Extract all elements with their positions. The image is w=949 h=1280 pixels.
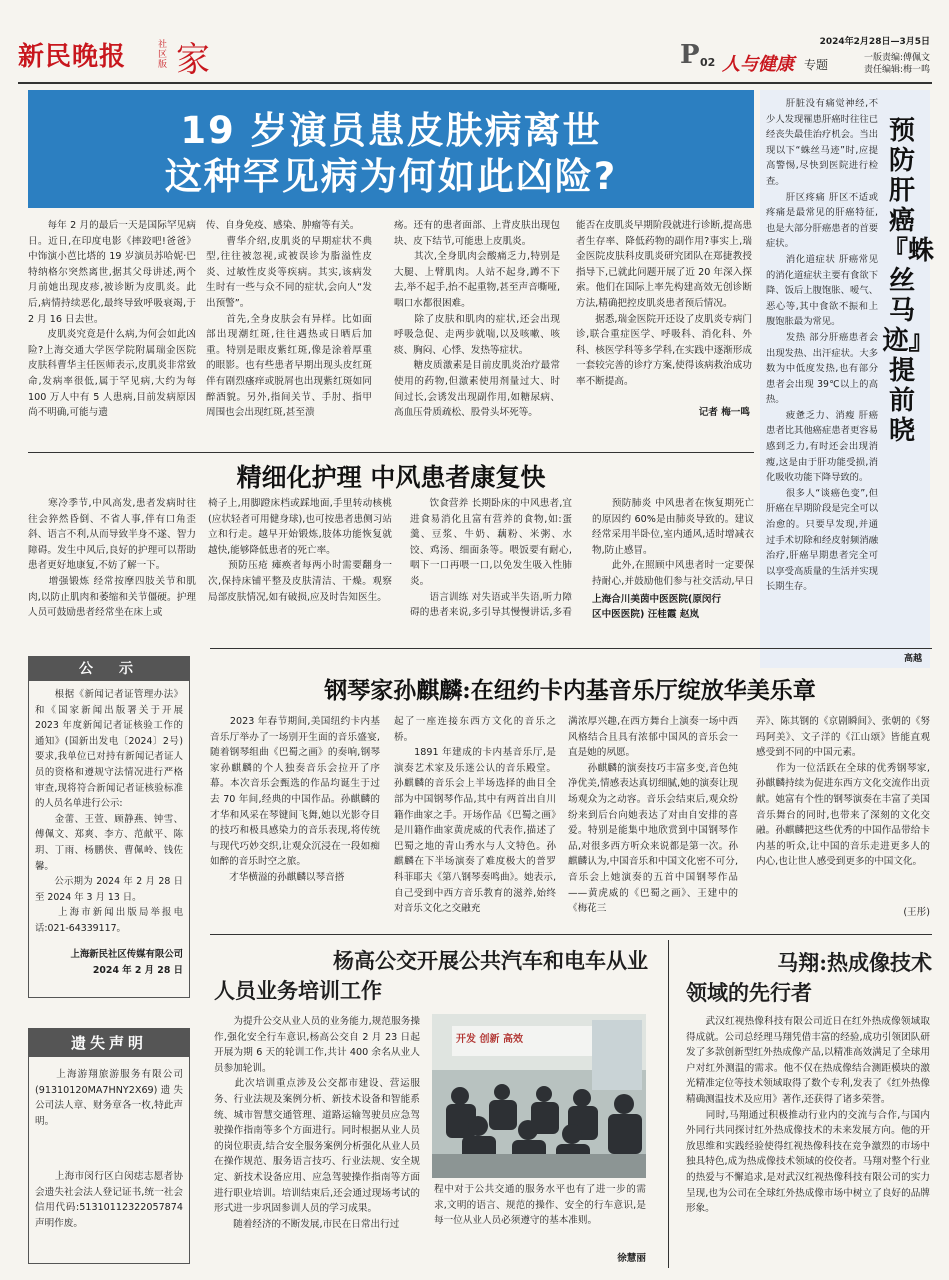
section-name: 人与健康 [722, 54, 794, 75]
article1-title-line2: 这种罕见病为何如此凶险? [164, 155, 618, 198]
article2-byline-line1: 上海合川美茵中医医院(原闵行 [592, 594, 722, 605]
masthead-jia: 家 [176, 40, 210, 80]
masthead-sub: 社区版 [158, 40, 168, 70]
article2-byline [592, 592, 758, 622]
divider [28, 452, 754, 453]
editor-1: 一版责编:傅佩文 [863, 53, 930, 63]
article1-col2: 传、自身免疫、感染、肿瘤等有关。 曹华介绍,皮肌炎的早期症状不典型,往往被忽视,或被误诊为脂溢性皮炎、过敏性皮炎等疾病。其实,该病发生时有一些与众不同的症状,会向人“发出预警”。 首先,全身皮肤会有异样。比如面部出现潮红斑,往往遇热或日晒后加重。特别是眼皮紫红斑,像是涂着厚重的眼影。也有些患者早期出现头皮红斑伴有剧烈瘙痒或脱屑也出现紫红斑如同醉酒貌。另外,指间关节、手肘、指甲周围也会出现红斑,甚至溃 [206, 220, 372, 419]
issue-date: 2024年2月28日—3月5日 [819, 37, 930, 47]
notice-title: 公 示 [29, 657, 189, 681]
article5-title-line2: 领域的先行者 [686, 980, 812, 1005]
sidebar-title: 预防肝癌『蛛丝马迹』提前晓 [882, 116, 935, 446]
masthead-name: 新民晚报 [18, 42, 127, 72]
article3-title: 钢琴家孙麒麟:在纽约卡内基音乐厅绽放华美乐章 [324, 677, 816, 704]
header-rule [18, 82, 932, 84]
notice-box [28, 656, 190, 998]
lost-item-2: 上海市闵行区白闵痣志愿者协会遗失社会法人登记证书,统一社会信用代码:51310112322057874声明作废。 [35, 1171, 183, 1229]
article1-col4: 能否在皮肌炎早期阶段就进行诊断,提高患者生存率、降低药物的副作用?事实上,瑞金医院皮肤科皮肌炎研究团队在郑捷教授指导下,已就此问题开展了近 20 年深入探索。他们在国际上率先构建高效无创诊断方法,精确把控皮肌炎患者预后情况。 据悉,瑞金医院开还设了皮肌炎专病门诊,联合重症医学、呼吸科、消化科、外科、核医学科等多学科,在实践中逐渐形成一套较完善的诊疗方案,使得该病救治成功率不断提高。 [576, 220, 752, 387]
page-header [680, 34, 930, 82]
article3-col3: 满浓厚兴趣,在西方舞台上演奏一场中西风格结合且具有浓郁中国风的音乐会一直是她的夙愿。 孙麒麟的演奏技巧丰富多变,音色纯净优美,情感表达真切细腻,她的演奏让现场观众为之动容。音乐会结束后,观众纷纷来到后台向她表达了对由自安排的喜爱。特别是能集中地欣赏到中国钢琴作品,对很多西方听众来说都是第一次。孙麒麟认为,中国音乐和中国文化密不可分,音乐会上她演奏的五首中国钢琴作品——黄虎威的《巴蜀之画》、王建中的《梅花三 [568, 716, 738, 915]
article5-title-line1: 马翔:热成像技术 [777, 950, 932, 975]
lost-notice-box [28, 1028, 190, 1264]
sidebar-text: 肝脏没有痛觉神经,不少人发现罹患肝癌时往往已经丧失最佳治疗机会。当出现以下“蛛丝马迹”时,应提高警惕,尽快到医院进行检查。 肝区疼痛 肝区不适或疼痛是最常见的肝癌特征,也是大部分肝癌患者的首要症状。 消化道症状 肝癌常见的消化道症状主要有食欲下降、饭后上腹饱胀、嗳气、恶心等,其中食欲不振和上腹饱胀最为常见。 发热 部分肝癌患者会出现发热、出汗症状。大多数为中低度发热,也有部分患者会出现 39℃以上的高热。 疲惫乏力、消瘦 肝癌患者比其他癌症患者更容易感到乏力,有时还会出现消瘦,这是由于肝功能受损,消化吸收功能下降导致的。 很多人“谈癌色变”,但肝癌在早期阶段是完全可以治愈的。只要早发现,并通过手术切除和经皮射频消融治疗,肝癌早期患者完全可以享受高质量的生活并实现长期生存。 [766, 98, 878, 593]
article4-col1: 为提升公交从业人员的业务能力,规范服务操作,强化安全行车意识,杨高公交自 2 月 23 日起开展为期 6 天的轮训工作,共计 400 余名从业人员参加轮训。 此次培训重点涉及公交都市建设、营运服务、行业法规及案例分析、新技术设备和智能系统、城市智慧交通管理、道路运输驾驶员应急驾驶操作指南等多个方面进行。同时根据从业人员的岗位职责,结合安全服务案例分析强化从业人员在操作规范、服务语言技巧、行业法规、安全规定、新技术设备应用、应急驾驶操作指南等方面进行职业培训。培训结束后,还会通过现场考试的形式进一步巩固参训人员的学习成果。 随着经济的不断发展,市民在日常出行过 [214, 1016, 420, 1230]
page-number: 02 [700, 56, 716, 69]
notice-org: 上海新民社区传媒有限公司 [70, 949, 183, 960]
article5-text: 武汉红视热像科技有限公司近日在红外热成像领域取得成就。公司总经理马翔凭借丰富的经验,成功引领团队研发了多款创新型红外热成像产品,以精准高效满足了全球用户对红外测温的需求。他不仅在热成像结合测距模块的激光精准定位等技术领域取得了数个专利,发表了《红外热像精确测温技术及应用》著作,还获得了诸多荣誉。 同时,马翔通过积极推动行业内的交流与合作,与国内外同行共同探讨红外热成像技术的未来发展方向。他的开放思维和实践经验使得红视热像科技在竞争激烈的市场中独具特色,成为热成像技术领域的佼佼者。马翔对整个行业的热爱与不懈追求,是对武汉红视热像科技有限公司的实力呈现,也为公司在全球红外热成像市场中树立了良好的品牌形象。 [686, 1016, 930, 1215]
article1-col3: 疡。还有的患者面部、上背皮肤出现包块、皮下结节,可能患上皮肌炎。 其次,全身肌肉会酸痛乏力,特别是大腿、上臂肌肉。人站不起身,蹲不下去,举不起手,抬不起重物,甚至声音嘶哑,咽口水都很困难。 除了皮肤和肌肉的症状,还会出现呼吸急促、走两步就喘,以及咳嗽、咳痰、胸闷、心悸、发热等症状。 糖皮质激素是目前皮肌炎治疗最常使用的药物,但激素使用剂量过大、时间过长,会诱发出现副作用,如糖尿病、高血压骨质疏松、股骨头坏死等。 [394, 220, 560, 419]
editors [864, 52, 930, 76]
article2-col1: 寒冷季节,中风高发,患者发病时往往会猝然昏倒、不省人事,伴有口角歪斜、语言不利,从而导致半身不遂、智力障碍。发生中风后,良好的护理可以帮助患者更好地康复,不妨了解一下。 增强锻炼 经常按摩四肢关节和肌肉,以防止肌肉和萎缩和关节僵硬。护理人员可鼓励患者经常坐在床上或 [28, 498, 196, 619]
divider [210, 648, 932, 649]
article2-title: 精细化护理 中风患者康复快 [236, 463, 546, 492]
article2-col3: 饮食营养 长期卧床的中风患者,宜进食易消化且富有营养的食物,如:蛋羹、豆浆、牛奶、藕粉、米粥、水饺、鸡汤、细面条等。喂饭要有耐心,咽下一口再喂一口,以免发生吸入性肺炎。 语言训练 对失语或半失语,听力障碍的患者来说,多引导其慢慢讲话,多看 [410, 498, 572, 619]
article4-col2: 程中对于公共交通的服务水平也有了进一步的需求,文明的语言、规范的操作、安全的行车意识,是每一位从业人员必须遵守的基本准则。 [434, 1184, 646, 1227]
notice-text: 根据《新闻记者证管理办法》和《国家新闻出版署关于开展 2023 年度新闻记者证核验工作的通知》(国新出发电〔2024〕2号)要求,我单位已对持有新闻记者证人员的资格和遵规守法情况进行严格审查,现将符合新闻记者证核验标准的人员名单进行公示: 金蕾、王萱、顾静燕、钟雪、傅佩文、郑爽、李方、范献平、陈玥、丁雨、杨鹏侠、曹佩岭、钱佐馨。 公示期为 2024 年 2 月 28 日至 2024 年 3 月 13 日。 上海市新闻出版局举报电话:021-64339117。 [35, 689, 183, 934]
divider [210, 934, 932, 935]
article5-title [678, 948, 932, 1008]
column-divider [668, 940, 669, 1268]
training-photo [432, 1014, 646, 1178]
lost-title: 遗失声明 [29, 1029, 189, 1057]
article4-title [214, 946, 654, 1006]
sidebar-byline: 高越 [903, 654, 922, 664]
page-letter: P [680, 40, 700, 70]
article2-col4: 预防肺炎 中风患者在恢复期死亡的原因约 60%是由肺炎导致的。建议经常采用半卧位,室内通风,适时增减衣物,防止感冒。 此外,在照顾中风患者时一定要保持耐心,并鼓励他们参与社交活动,早日 [592, 498, 754, 587]
section-topic: 专题 [804, 58, 829, 72]
article3-col4: 弄》、陈其钢的《京剧瞬间》、张朝的《努玛阿美》、文子洋的《江山颂》皆能直观感受到不同的中国元素。 作为一位活跃在全球的优秀钢琴家,孙麒麟持续为促进东西方文化交流作出贡献。她富有个性的钢琴演奏在丰富了美国音乐舞台的同时,也带来了深刻的文化交融。孙麒麟把这些优秀的中国作品带给卡内基的听众,让中国的音乐走进更多人的内心,也让世人感受到更多的中国文化。 [756, 716, 930, 868]
lost-item-1: 上海游翔旅游服务有限公司(91310120MA7HNY2X69)遗失公司法人章、财务章各一枚,特此声明。 [35, 1069, 183, 1127]
article3-col1: 2023 年春节期间,美国纽约卡内基音乐厅举办了一场别开生面的音乐盛宴,随着钢琴组曲《巴蜀之画》的奏响,钢琴家孙麒麟的个人独奏音乐会拉开了序幕。本次音乐会甄选的作品均诞生于过去 70 年间,经典的中国作品。孙麒麟的才华和风采在琴键间飞舞,她以光影夺目的技巧和极具感染力的音乐表现,将传统与现代巧妙交织,让观众沉浸在一段如痴如醉的音乐时空之旅。 才华横溢的孙麒麟以琴音搭 [210, 716, 380, 883]
masthead [18, 34, 218, 82]
editor-2: 责任编辑:梅一鸣 [863, 65, 930, 75]
article3-col2: 起了一座连接东西方文化的音乐之桥。 1891 年建成的卡内基音乐厅,是演奏艺术家及乐迷公认的音乐殿堂。孙麒麟的音乐会上半场选择的曲目全部为中国钢琴作品,其中有两首出自川籍作曲家之手。开场作品《巴蜀之画》是川籍作曲家黄虎威的代表作,描述了巴蜀之地的青山秀水与人文特色。孙麒麟在下半场演奏了难度极大的普罗科菲耶夫《第八钢琴奏鸣曲》。她表示,自己受到中西方音乐教育的滋养,始终对音乐文化之交融充 [394, 716, 556, 915]
article4-title-line1: 杨高公交开展公共汽车和电车从业 [333, 948, 648, 973]
notice-date: 2024 年 2 月 28 日 [92, 965, 183, 976]
article1-banner [28, 90, 754, 208]
article4-title-line2: 人员业务培训工作 [214, 978, 382, 1003]
article2-col2: 椅子上,用脚蹬床档或踩地面,手里转动核桃(应状轻者可用健身球),也可按患者患侧习站立和行走。越早开始锻炼,肢体功能恢复就越快,能够降低患者的死亡率。 预防压疮 瘫痪者每两小时需要翻身一次,保持床铺平整及皮肤清洁、干燥。观察局部皮肤情况,如有破损,应及时告知医生。 [208, 498, 392, 603]
article1-byline: 记者 梅一鸣 [698, 407, 750, 418]
sidebar-liver-cancer [760, 90, 935, 668]
article1-col1: 每年 2 月的最后一天是国际罕见病日。近日,在印度电影《摔跤吧!爸爸》中饰演小芭比塔的 19 岁演员苏哈妮·巴特纳格尔突然离世,据其父母讲述,两个月前她出现皮疹,被诊断为皮肌炎。此后,病情持续恶化,最终导致呼吸衰竭,于 2 月 16 日去世。 皮肌炎究竟是什么病,为何会如此凶险?上海交通大学医学院附属瑞金医院皮肤科曹华主任医师表示,皮肌炎非常致命,发病率很低,属于罕见病,大约为每 100 万人中有 5 人患病,目前发病原因尚不明确,可能与遗 [28, 220, 196, 419]
photo-caption: 开发 创新 高效 [456, 1034, 523, 1045]
article4-byline: 徐慧丽 [617, 1253, 646, 1264]
article2-byline-line2: 区中医医院) 汪桂霞 赵岚 [592, 609, 700, 620]
article1-title-line1: 19 岁演员患皮肤病离世 [180, 109, 602, 152]
article3-byline: (王彤) [903, 907, 930, 918]
